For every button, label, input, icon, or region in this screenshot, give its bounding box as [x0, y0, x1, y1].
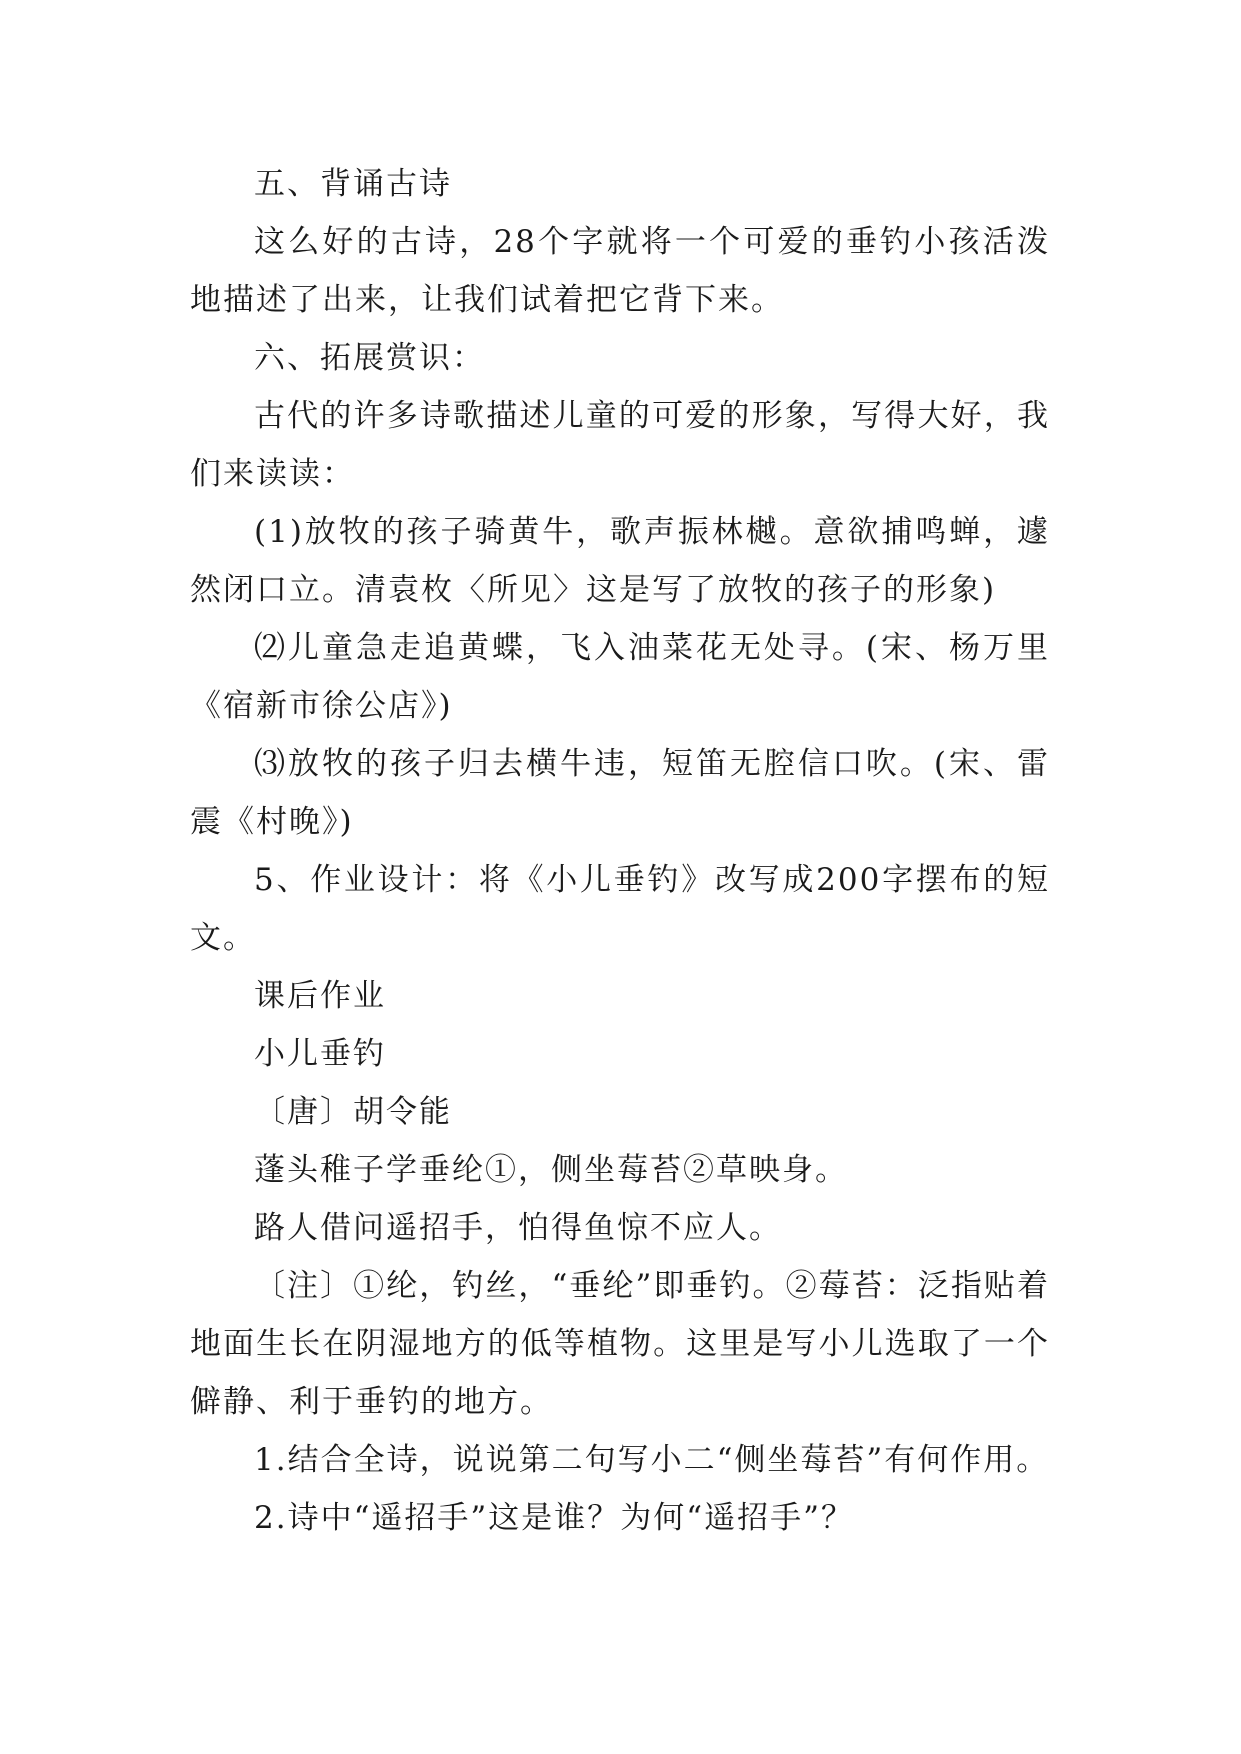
paragraph-recite-intro: 这么好的古诗，28个字就将一个可爱的垂钓小孩活泼地描述了出来，让我们试着把它背下来。 — [190, 224, 1050, 318]
poem-example-3: ⑶放牧的孩子归去横牛违，短笛无腔信口吹。(宋、雷震《村晚》) — [190, 746, 1050, 840]
question-2: 2.诗中“遥招手”这是谁？为何“遥招手”？ — [254, 1500, 854, 1536]
question-1: 1.结合全诗，说说第二句写小二“侧坐莓苔”有何作用。 — [254, 1442, 1050, 1478]
poem-line-1: 蓬头稚子学垂纶①，侧坐莓苔②草映身。 — [254, 1152, 848, 1188]
poem-title: 小儿垂钓 — [254, 1036, 386, 1072]
section-heading-extension: 六、拓展赏识： — [254, 340, 485, 376]
poem-line-2: 路人借问遥招手，怕得鱼惊不应人。 — [254, 1210, 782, 1246]
section-heading-recite: 五、背诵古诗 — [254, 166, 452, 202]
poem-example-2: ⑵儿童急走追黄蝶，飞入油菜花无处寻。(宋、杨万里《宿新市徐公店》) — [190, 630, 1050, 724]
poem-example-1: (1)放牧的孩子骑黄牛，歌声振林樾。意欲捕鸣蝉，遽然闭口立。清袁枚〈所见〉这是写了放牧的孩子的形象) — [190, 514, 1050, 608]
poem-notes: 〔注〕①纶，钓丝，“垂纶”即垂钓。②莓苔：泛指贴着地面生长在阴湿地方的低等植物。这里是写小儿选取了一个僻静、利于垂钓的地方。 — [190, 1268, 1050, 1420]
document-body — [190, 155, 1050, 1547]
section-heading-homework: 课后作业 — [254, 978, 386, 1014]
homework-design: 5、作业设计：将《小儿垂钓》改写成200字摆布的短文。 — [190, 862, 1050, 956]
paragraph-extension-intro: 古代的许多诗歌描述儿童的可爱的形象，写得大好，我们来读读： — [190, 398, 1050, 492]
poem-author: 〔唐〕胡令能 — [254, 1094, 452, 1130]
